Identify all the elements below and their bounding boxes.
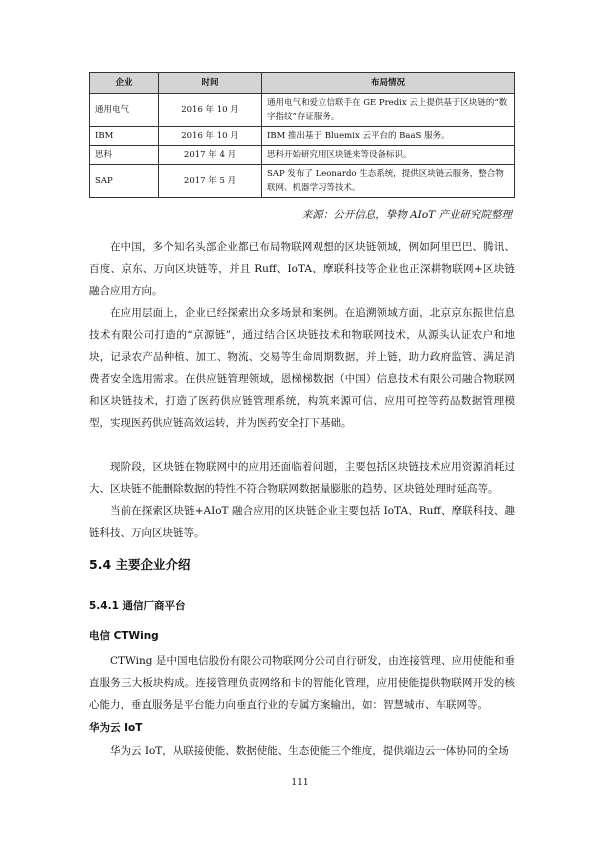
cell-company: IBM xyxy=(90,127,159,146)
cell-layout: IBM 推出基于 Bluemix 云平台的 BaaS 服务。 xyxy=(262,127,515,146)
subsection-title: 5.4.1 通信厂商平台 xyxy=(89,600,186,612)
cell-company: SAP xyxy=(90,165,159,198)
header-time: 时间 xyxy=(159,73,262,94)
paragraph-companies: 当前在探索区块链+AIoT 融合应用的区块链企业主要包括 IoTA、Ruff、摩联科技、趣链科技、万向区块链等。 xyxy=(89,505,515,539)
ctwing-title: 电信 CTWing xyxy=(89,630,159,642)
cell-time: 2016 年 10 月 xyxy=(159,127,262,146)
header-layout: 布局情况 xyxy=(262,73,515,94)
cell-time: 2017 年 4 月 xyxy=(159,146,262,165)
page-number: 111 xyxy=(291,778,309,788)
header-company: 企业 xyxy=(90,73,159,94)
company-layout-table xyxy=(89,72,515,198)
cell-company: 通用电气 xyxy=(90,94,159,127)
table-source: 来源：公开信息，挚物 AIoT 产业研究院整理 xyxy=(301,209,512,221)
huawei-body: 华为云 IoT，从联接使能、数据使能、生态使能三个维度，提供端边云一体协同的全场 xyxy=(110,745,509,757)
paragraph-application-cases: 在应用层面上，企业已经探索出众多场景和案例。在追溯领域方面，北京京东振世信息技术有限公司打造的“京源链”，通过结合区块链技术和物联网技术，从源头认证农户和地块，记录农产品种植、加工、物流、交易等生命周期数据，并上链，助力政府监管、满足消费者安全选用需求。在供应链管理领域，恩梯梯数据（中国）信息技术有限公司融合物联网和区块链技术，打造了医药供应链管理系统，构筑来源可信、应用可控等药品数据管理模型，实现医药供应链高效运转，并为医药安全打下基础。 xyxy=(89,307,515,429)
cell-time: 2017 年 5 月 xyxy=(159,165,262,198)
ctwing-body: CTWing 是中国电信股份有限公司物联网分公司自行研发，由连接管理、应用使能和垂直服务三大板块构成。连接管理负责网络和卡的智能化管理，应用使能提供物联网开发的核心能力，垂直服务是平台能力向垂直行业的专属方案输出，如：智慧城市、车联网等。 xyxy=(89,655,515,711)
cell-company: 思科 xyxy=(90,146,159,165)
huawei-title: 华为云 IoT xyxy=(89,722,143,734)
paragraph-challenges: 现阶段，区块链在物联网中的应用还面临着问题，主要包括区块链技术应用资源消耗过大、区块链不能删除数据的特性不符合物联网数据量膨胀的趋势、区块链处理时延高等。 xyxy=(89,461,515,495)
table-row xyxy=(90,146,515,165)
cell-time: 2016 年 10 月 xyxy=(159,94,262,127)
cell-layout: 思科开始研究用区块链来等设备标识。 xyxy=(262,146,515,165)
table-header-row xyxy=(90,73,515,94)
table-row xyxy=(90,127,515,146)
cell-layout: SAP 发布了 Leonardo 生态系统，提供区块链云服务，整合物联网、机器学习等技术。 xyxy=(262,165,515,198)
table-row xyxy=(90,94,515,127)
table-row xyxy=(90,165,515,198)
cell-layout: 通用电气和爱立信联手在 GE Predix 云上提供基于区块链的“数字指纹”存证服务。 xyxy=(262,94,515,127)
paragraph-china-layout: 在中国，多个知名头部企业都已布局物联网观想的区块链领域，例如阿里巴巴、腾讯、百度、京东、万向区块链等，并且 Ruff、IoTA、摩联科技等企业也正深耕物联网+区块链融合应用方向。 xyxy=(89,241,515,297)
section-title: 5.4 主要企业介绍 xyxy=(89,557,191,572)
